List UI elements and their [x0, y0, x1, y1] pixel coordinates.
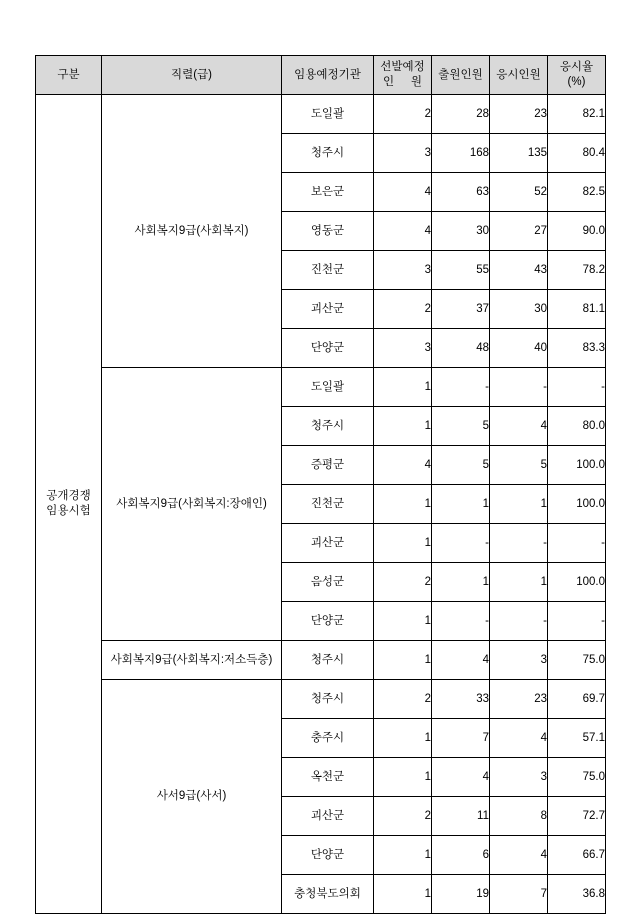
cell-applicants: 37 [432, 290, 490, 329]
cell-planned: 1 [374, 641, 432, 680]
cell-planned: 1 [374, 524, 432, 563]
cell-organization: 단양군 [282, 836, 374, 875]
cell-planned: 4 [374, 173, 432, 212]
cell-planned: 2 [374, 797, 432, 836]
cell-organization: 단양군 [282, 602, 374, 641]
cell-applicants: - [432, 602, 490, 641]
cell-takers: 43 [490, 251, 548, 290]
cell-applicants: 7 [432, 719, 490, 758]
cell-takers: - [490, 368, 548, 407]
table-header [36, 56, 606, 95]
cell-organization: 청주시 [282, 680, 374, 719]
cell-planned: 1 [374, 602, 432, 641]
cell-organization: 단양군 [282, 329, 374, 368]
cell-organization: 도일괄 [282, 95, 374, 134]
cell-organization: 청주시 [282, 641, 374, 680]
cell-applicants: 11 [432, 797, 490, 836]
cell-takers: 1 [490, 485, 548, 524]
cell-planned: 2 [374, 290, 432, 329]
table-row [36, 641, 606, 680]
cell-organization: 도일괄 [282, 368, 374, 407]
cell-applicants: 4 [432, 758, 490, 797]
table-row [36, 368, 606, 407]
column-header-planned-count [374, 56, 432, 95]
cell-takers: 30 [490, 290, 548, 329]
cell-organization: 충청북도의회 [282, 875, 374, 914]
cell-applicants: 19 [432, 875, 490, 914]
cell-series-label: 사회복지9급(사회복지) [102, 95, 282, 368]
cell-planned: 1 [374, 407, 432, 446]
cell-takers: 23 [490, 680, 548, 719]
cell-takers: 23 [490, 95, 548, 134]
cell-rate: 69.7 [548, 680, 606, 719]
cell-takers: 135 [490, 134, 548, 173]
cell-rate: 66.7 [548, 836, 606, 875]
cell-planned: 2 [374, 95, 432, 134]
column-header-planned-count-line1: 선발예정 [380, 61, 425, 74]
cell-planned: 3 [374, 329, 432, 368]
cell-applicants: - [432, 524, 490, 563]
cell-rate: 36.8 [548, 875, 606, 914]
table-header-row [36, 56, 606, 95]
group-label-line2: 임용시험 [46, 505, 91, 517]
cell-planned: 1 [374, 875, 432, 914]
cell-rate: 80.4 [548, 134, 606, 173]
cell-planned: 2 [374, 563, 432, 602]
cell-applicants: 33 [432, 680, 490, 719]
cell-series-label: 사회복지9급(사회복지:저소득층) [102, 641, 282, 680]
cell-organization: 괴산군 [282, 290, 374, 329]
table-row [36, 680, 606, 719]
cell-applicants: - [432, 368, 490, 407]
cell-rate: 75.0 [548, 758, 606, 797]
cell-planned: 4 [374, 212, 432, 251]
cell-organization: 증평군 [282, 446, 374, 485]
cell-planned: 3 [374, 251, 432, 290]
cell-applicants: 30 [432, 212, 490, 251]
cell-planned: 1 [374, 368, 432, 407]
column-header-rate: 응시율(%) [548, 56, 606, 95]
cell-takers: - [490, 602, 548, 641]
cell-applicants: 1 [432, 485, 490, 524]
column-header-series: 직렬(급) [102, 56, 282, 95]
cell-applicants: 4 [432, 641, 490, 680]
cell-organization: 영동군 [282, 212, 374, 251]
cell-applicants: 28 [432, 95, 490, 134]
cell-rate: 81.1 [548, 290, 606, 329]
cell-rate: 75.0 [548, 641, 606, 680]
cell-takers: 1 [490, 563, 548, 602]
cell-applicants: 6 [432, 836, 490, 875]
cell-series-label: 사회복지9급(사회복지:장애인) [102, 368, 282, 641]
cell-takers: 27 [490, 212, 548, 251]
cell-organization: 괴산군 [282, 524, 374, 563]
cell-rate: 100.0 [548, 485, 606, 524]
cell-applicants: 1 [432, 563, 490, 602]
column-header-organization: 임용예정기관 [282, 56, 374, 95]
cell-takers: 5 [490, 446, 548, 485]
cell-organization: 청주시 [282, 407, 374, 446]
cell-planned: 1 [374, 836, 432, 875]
cell-takers: 4 [490, 719, 548, 758]
cell-takers: 4 [490, 836, 548, 875]
cell-organization: 충주시 [282, 719, 374, 758]
cell-rate: 57.1 [548, 719, 606, 758]
cell-organization: 진천군 [282, 485, 374, 524]
cell-organization: 청주시 [282, 134, 374, 173]
cell-applicants: 55 [432, 251, 490, 290]
cell-rate: - [548, 524, 606, 563]
cell-organization: 진천군 [282, 251, 374, 290]
cell-organization: 보은군 [282, 173, 374, 212]
cell-rate: 90.0 [548, 212, 606, 251]
cell-planned: 1 [374, 758, 432, 797]
cell-applicants: 48 [432, 329, 490, 368]
cell-applicants: 63 [432, 173, 490, 212]
cell-group-label [36, 95, 102, 914]
cell-takers: 8 [490, 797, 548, 836]
group-label-line1: 공개경쟁 [46, 490, 91, 503]
table-body [36, 95, 606, 914]
cell-takers: - [490, 524, 548, 563]
cell-planned: 4 [374, 446, 432, 485]
cell-rate: - [548, 602, 606, 641]
cell-takers: 3 [490, 641, 548, 680]
cell-rate: 83.3 [548, 329, 606, 368]
column-header-takers: 응시인원 [490, 56, 548, 95]
cell-rate: 80.0 [548, 407, 606, 446]
exam-results-table [35, 55, 606, 914]
cell-organization: 음성군 [282, 563, 374, 602]
cell-rate: 72.7 [548, 797, 606, 836]
cell-organization: 괴산군 [282, 797, 374, 836]
cell-takers: 7 [490, 875, 548, 914]
column-header-group: 구분 [36, 56, 102, 95]
cell-rate: - [548, 368, 606, 407]
cell-planned: 2 [374, 680, 432, 719]
cell-rate: 100.0 [548, 563, 606, 602]
cell-planned: 1 [374, 719, 432, 758]
cell-series-label: 사서9급(사서) [102, 680, 282, 914]
cell-rate: 100.0 [548, 446, 606, 485]
cell-rate: 82.5 [548, 173, 606, 212]
cell-applicants: 5 [432, 407, 490, 446]
cell-rate: 82.1 [548, 95, 606, 134]
cell-takers: 3 [490, 758, 548, 797]
cell-rate: 78.2 [548, 251, 606, 290]
cell-applicants: 168 [432, 134, 490, 173]
column-header-planned-count-line2: 인 원 [383, 76, 422, 88]
cell-applicants: 5 [432, 446, 490, 485]
cell-takers: 4 [490, 407, 548, 446]
cell-organization: 옥천군 [282, 758, 374, 797]
table-row [36, 95, 606, 134]
column-header-applicants: 출원인원 [432, 56, 490, 95]
cell-takers: 52 [490, 173, 548, 212]
cell-takers: 40 [490, 329, 548, 368]
cell-planned: 3 [374, 134, 432, 173]
cell-planned: 1 [374, 485, 432, 524]
